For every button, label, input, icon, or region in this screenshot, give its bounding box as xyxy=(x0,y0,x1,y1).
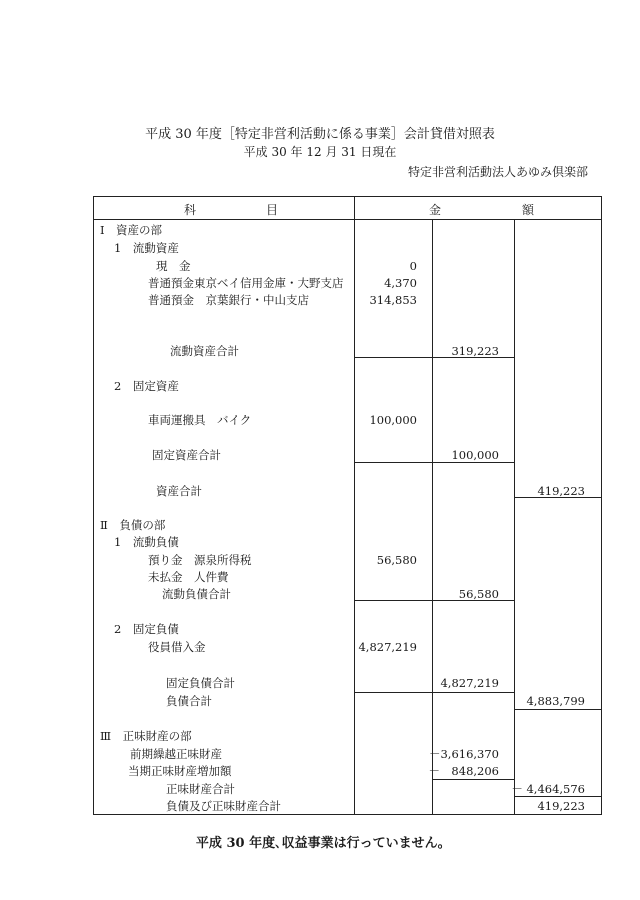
withholding-value: 56,580 xyxy=(376,553,417,567)
header-divider xyxy=(94,219,601,220)
deposit1-label: 普通預金東京ベイ信用金庫・大野支店 xyxy=(148,276,344,290)
net-assets-total-label: 正味財産合計 xyxy=(166,782,235,796)
cash-value: 0 xyxy=(409,259,417,273)
net-increase-label: 当期正味財産増加額 xyxy=(128,764,232,778)
current-assets-heading: 1 流動資産 xyxy=(114,241,179,255)
document-title: 平成 30 年度［特定非営利活動に係る事業］会計貸借対照表 xyxy=(145,127,495,142)
fixed-liabilities-total-label: 固定負債合計 xyxy=(166,676,235,690)
assets-total-value: 419,223 xyxy=(537,484,585,498)
current-assets-total-value: 319,223 xyxy=(451,344,499,358)
line-col1-fixed-assets xyxy=(354,462,432,463)
liabilities-heading: Ⅱ 負債の部 xyxy=(100,518,166,532)
header-subject-1: 科 xyxy=(184,203,197,217)
unpaid-label: 未払金 人件費 xyxy=(148,570,229,584)
vehicle-label: 車両運搬具 バイク xyxy=(148,413,252,427)
current-liabilities-total-label: 流動負債合計 xyxy=(162,587,231,601)
as-of-date: 平成 30 年 12 月 31 日現在 xyxy=(243,145,397,159)
fixed-liabilities-heading: 2 固定負債 xyxy=(114,622,179,636)
prior-net-assets-label: 前期繰越正味財産 xyxy=(130,747,222,761)
footer-note: 平成 30 年度､収益事業は行っていません｡ xyxy=(195,836,445,851)
line-col2-fixed-liab xyxy=(432,692,514,693)
fixed-assets-total-label: 固定資産合計 xyxy=(152,448,221,462)
net-increase-value: － 848,206 xyxy=(428,764,499,778)
header-subject-2: 目 xyxy=(266,203,279,217)
deposit1-value: 4,370 xyxy=(384,276,417,290)
liabilities-total-label: 負債合計 xyxy=(166,694,212,708)
officer-loan-label: 役員借入金 xyxy=(148,640,206,654)
line-col2-net-assets xyxy=(432,779,514,780)
column-divider-subject xyxy=(354,197,355,814)
line-col1-fixed-liab xyxy=(354,692,432,693)
officer-loan-value: 4,827,219 xyxy=(358,640,417,654)
vehicle-value: 100,000 xyxy=(369,413,417,427)
line-col3-liab-total xyxy=(514,709,601,710)
grand-total-value: 419,223 xyxy=(537,799,585,813)
prior-net-assets-value: －3,616,370 xyxy=(428,747,499,761)
cash-label: 現 金 xyxy=(156,259,191,273)
assets-total-label: 資産合計 xyxy=(156,484,202,498)
line-col1-current-liab xyxy=(354,600,432,601)
header-amount-1: 金 xyxy=(429,203,442,217)
current-liabilities-total-value: 56,580 xyxy=(458,587,499,601)
column-divider-2 xyxy=(432,219,433,814)
net-assets-heading: Ⅲ 正味財産の部 xyxy=(100,729,192,743)
net-assets-total-value: － 4,464,576 xyxy=(511,782,585,796)
withholding-label: 預り金 源泉所得税 xyxy=(148,553,252,567)
deposit2-label: 普通預金 京葉銀行・中山支店 xyxy=(148,293,309,307)
header-amount-2: 額 xyxy=(522,203,535,217)
fixed-assets-heading: 2 固定資産 xyxy=(114,379,179,393)
balance-sheet-table xyxy=(93,196,602,815)
liabilities-total-value: 4,883,799 xyxy=(526,694,585,708)
organization-name: 特定非営利活動法人あゆみ倶楽部 xyxy=(407,165,588,179)
assets-heading: Ⅰ 資産の部 xyxy=(100,223,163,237)
fixed-liabilities-total-value: 4,827,219 xyxy=(440,676,499,690)
fixed-assets-total-value: 100,000 xyxy=(451,448,499,462)
grand-total-label: 負債及び正味財産合計 xyxy=(166,799,281,813)
line-col3-net-total xyxy=(514,796,601,797)
line-col2-fixed-assets xyxy=(432,462,514,463)
deposit2-value: 314,853 xyxy=(369,293,417,307)
current-liabilities-heading: 1 流動負債 xyxy=(114,535,179,549)
line-col1-current-assets xyxy=(354,357,432,358)
current-assets-total-label: 流動資産合計 xyxy=(170,344,239,358)
column-divider-3 xyxy=(514,219,515,814)
